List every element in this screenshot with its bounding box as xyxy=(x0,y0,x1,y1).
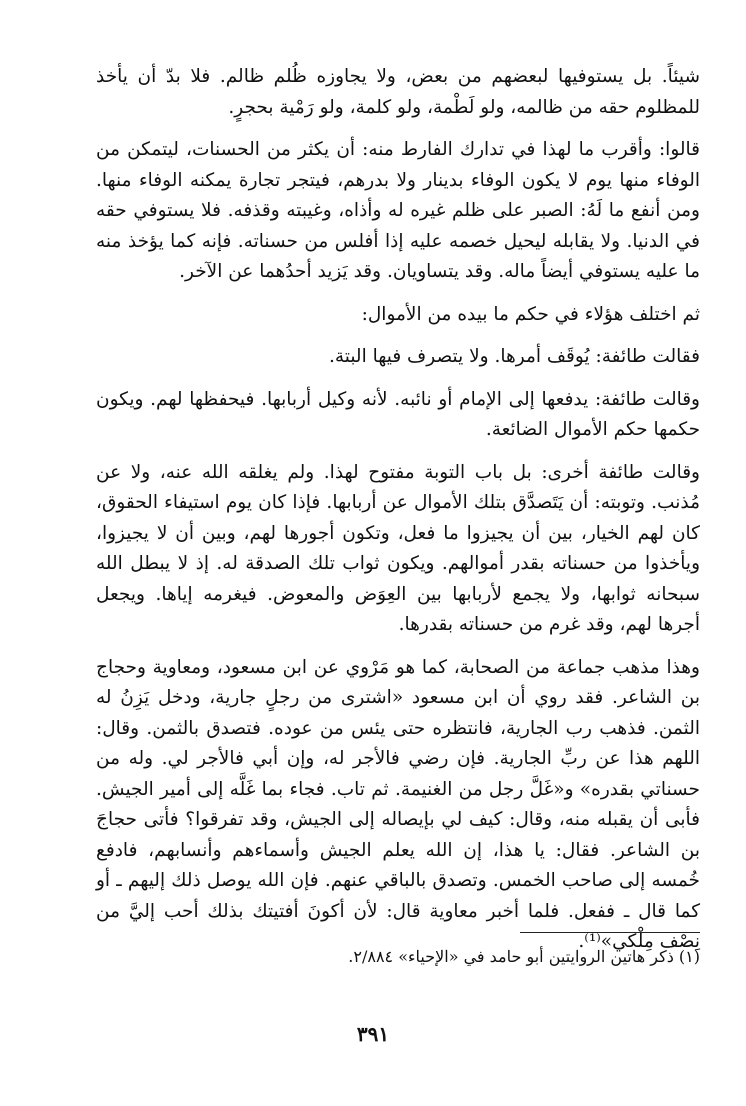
footnote-divider xyxy=(520,932,700,933)
page-number: ٣٩١ xyxy=(356,1022,390,1046)
paragraph-1: شيئاً. بل يستوفيها لبعضهم من بعض، ولا يجاوزه ظُلم ظالم. فلا بدّ أن يأخذ للمظلوم حقه من ظالمه، ولو لَطْمة، ولو كلمة، ولو رَمْية بحجرٍ. xyxy=(96,66,700,118)
page-body xyxy=(96,62,700,970)
paragraph-4: فقالت طائفة: يُوقَف أمرها. ولا يتصرف فيها البتة. xyxy=(328,346,700,367)
footnote: (١) ذكر هاتين الروايتين أبو حامد في «الإحياء» ٢/٨٨٤. xyxy=(348,947,700,966)
paragraph-2: قالوا: وأقرب ما لهذا في تدارك الفارط منه: أن يكثر من الحسنات، ليتمكن من الوفاء منها يوم لا يكون الوفاء بدينار ولا بدرهم، فيتجر تجارة يمكنه الوفاء منها. ومن أنفع ما لَهُ: الصبر على ظلم غيره له وأذاه، وغيبته وقذفه. فلا يستوفي حقه في الدنيا. ولا يقابله ليحيل خصمه عليه إذا أفلس من حسناته. فإنه كما يؤخذ منه ما عليه يستوفي أيضاً ماله. وقد يتساويان. وقد يَزيد أحدُهما عن الآخر. xyxy=(96,139,700,282)
paragraph-6: وقالت طائفة أخرى: بل باب التوبة مفتوح لهذا. ولم يغلقه الله عنه، ولا عن مُذنب. وتوبته: أن يَتَصدَّق بتلك الأموال عن أربابها. فإذا كان يوم استيفاء الحقوق، كان لهم الخيار، بين أن يجيزوا ما فعل، وتكون أجورها لهم، وبين أن لا يجيزوا، ويأخذوا من حسناته بقدر أموالهم. ويكون ثواب تلك الصدقة له. إذ لا يبطل الله سبحانه ثوابها، ولا يجمع لأربابها بين العِوَض والمعوض. فيغرمه إياها. ويجعل أجرها لهم، وقد غرم من حسناته بقدرها. xyxy=(96,461,700,635)
paragraph-5: وقالت طائفة: يدفعها إلى الإمام أو نائبه. لأنه وكيل أربابها. فيحفظها لهم. ويكون حكمها حكم الأموال الضائعة. xyxy=(96,388,700,440)
paragraph-7: وهذا مذهب جماعة من الصحابة، كما هو مَرْوي عن ابن مسعود، ومعاوية وحجاج بن الشاعر. فقد روي أن ابن مسعود «اشترى من رجلٍ جارية، ودخل يَزِنُ له الثمن. فذهب رب الجارية، فانتظره حتى يئس من عوده. فتصدق بالثمن. وقال: اللهم هذا عن ربِّ الجارية. فإن رضي فالأجر له، وإن أبي فالأجر لي. وله من حسناتي بقدره» و«غَلَّ رجل من الغنيمة. ثم تاب. فجاء بما غَلَّه إلى أمير الجيش. فأبى أن يقبله منه، وقال: كيف لي بإيصاله إلى الجيش، وقد تفرقوا؟ فأتى حجاجَ بن الشاعر. فقال: يا هذا، إن الله يعلم الجيش وأسماءهم وأنسابهم، فادفع خُمسه إلى صاحب الخمس. وتصدق بالباقي عنهم. فإن الله يوصل ذلك إليهم ـ أو كما قال ـ ففعل. فلما أخبر معاوية قال: لأن أكونَ أفتيتك بذلك أحب إليَّ من نِصْف مِلْكي»⁽¹⁾. xyxy=(96,656,700,952)
paragraph-3: ثم اختلف هؤلاء في حكم ما بيده من الأموال: xyxy=(361,303,700,325)
